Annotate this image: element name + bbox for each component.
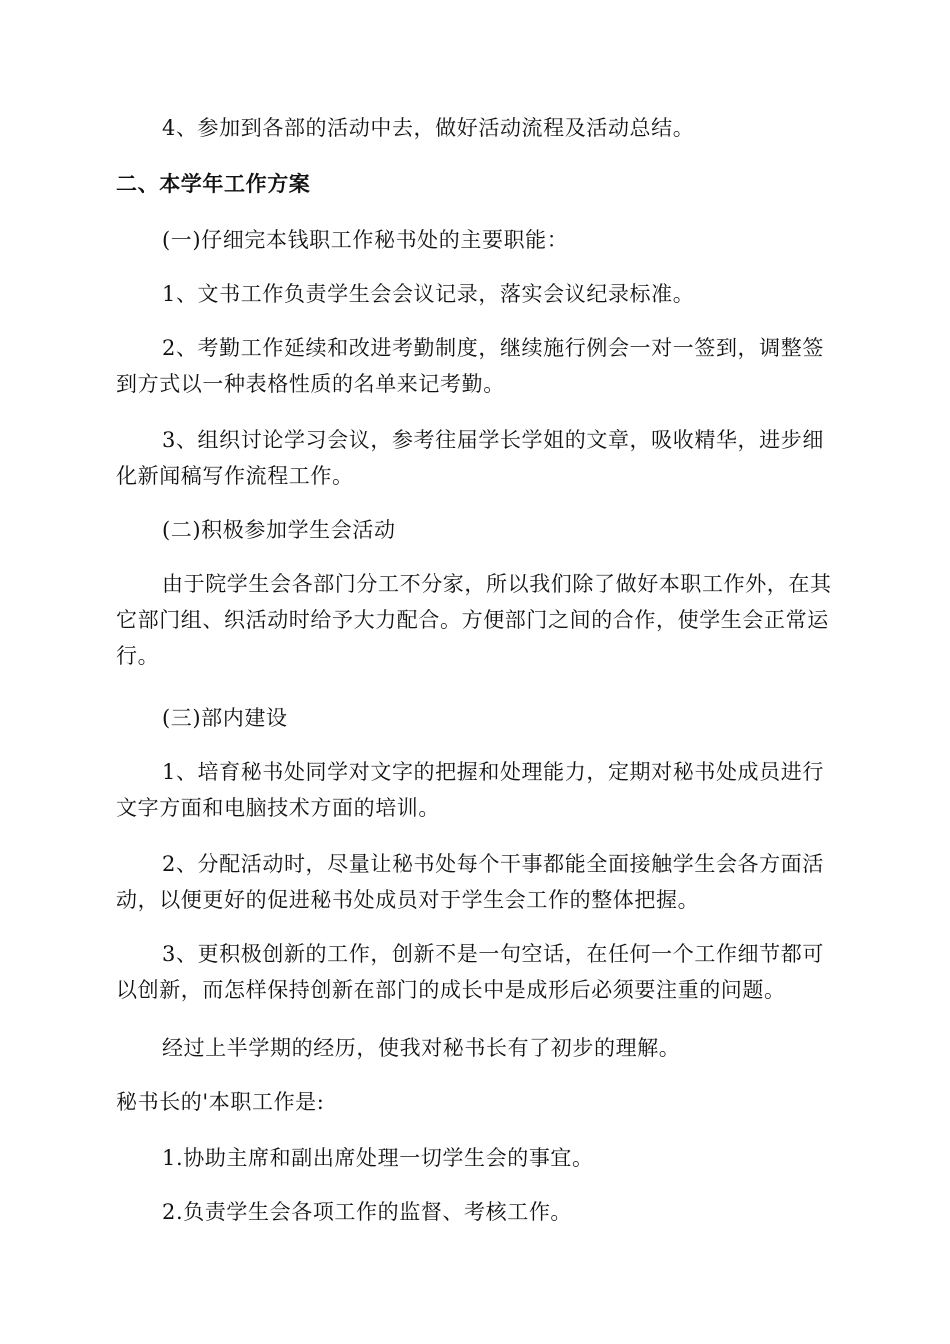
paragraph-activity-summary: 4、参加到各部的活动中去，做好活动流程及活动总结。: [162, 116, 695, 140]
paragraph-innovation: 3、更积极创新的工作，创新不是一句空话，在任何一个工作细节都可以创新，而怎样保持创新在部门的成长中是成形后必须要注重的问题。: [116, 942, 824, 1002]
paragraph-clerical-work: 1、文书工作负责学生会会议记录，落实会议纪录标准。: [162, 282, 695, 306]
subheading-participate-activities: (二)积极参加学生会活动: [162, 518, 396, 542]
paragraph-experience: 经过上半学期的经历，使我对秘书长有了初步的理解。: [162, 1036, 681, 1060]
list-item-assist-chair: 1.协助主席和副出席处理一切学生会的事宜。: [162, 1146, 594, 1170]
paragraph-duties-intro: 秘书长的'本职工作是:: [116, 1090, 325, 1114]
list-item-supervision: 2.负责学生会各项工作的监督、考核工作。: [162, 1200, 573, 1224]
paragraph-study-meetings: 3、组织讨论学习会议，参考往届学长学姐的文章，吸收精华，进步细化新闻稿写作流程工作。: [116, 428, 824, 488]
subheading-internal-building: (三)部内建设: [162, 706, 288, 730]
section-heading-work-plan: 二、本学年工作方案: [116, 172, 311, 196]
paragraph-training: 1、培育秘书处同学对文字的把握和处理能力，定期对秘书处成员进行文字方面和电脑技术方面的培训。: [116, 760, 824, 820]
paragraph-activity-assignment: 2、分配活动时，尽量让秘书处每个干事都能全面接触学生会各方面活动，以便更好的促进秘书处成员对于学生会工作的整体把握。: [116, 852, 824, 912]
paragraph-cooperation: 由于院学生会各部门分工不分家，所以我们除了做好本职工作外，在其它部门组、织活动时给予大力配合。方便部门之间的合作，使学生会正常运行。: [116, 572, 832, 668]
paragraph-attendance-work: 2、考勤工作延续和改进考勤制度，继续施行例会一对一签到，调整签到方式以一种表格性质的名单来记考勤。: [116, 336, 824, 396]
subheading-main-functions: (一)仔细完本钱职工作秘书处的主要职能：: [162, 228, 569, 252]
